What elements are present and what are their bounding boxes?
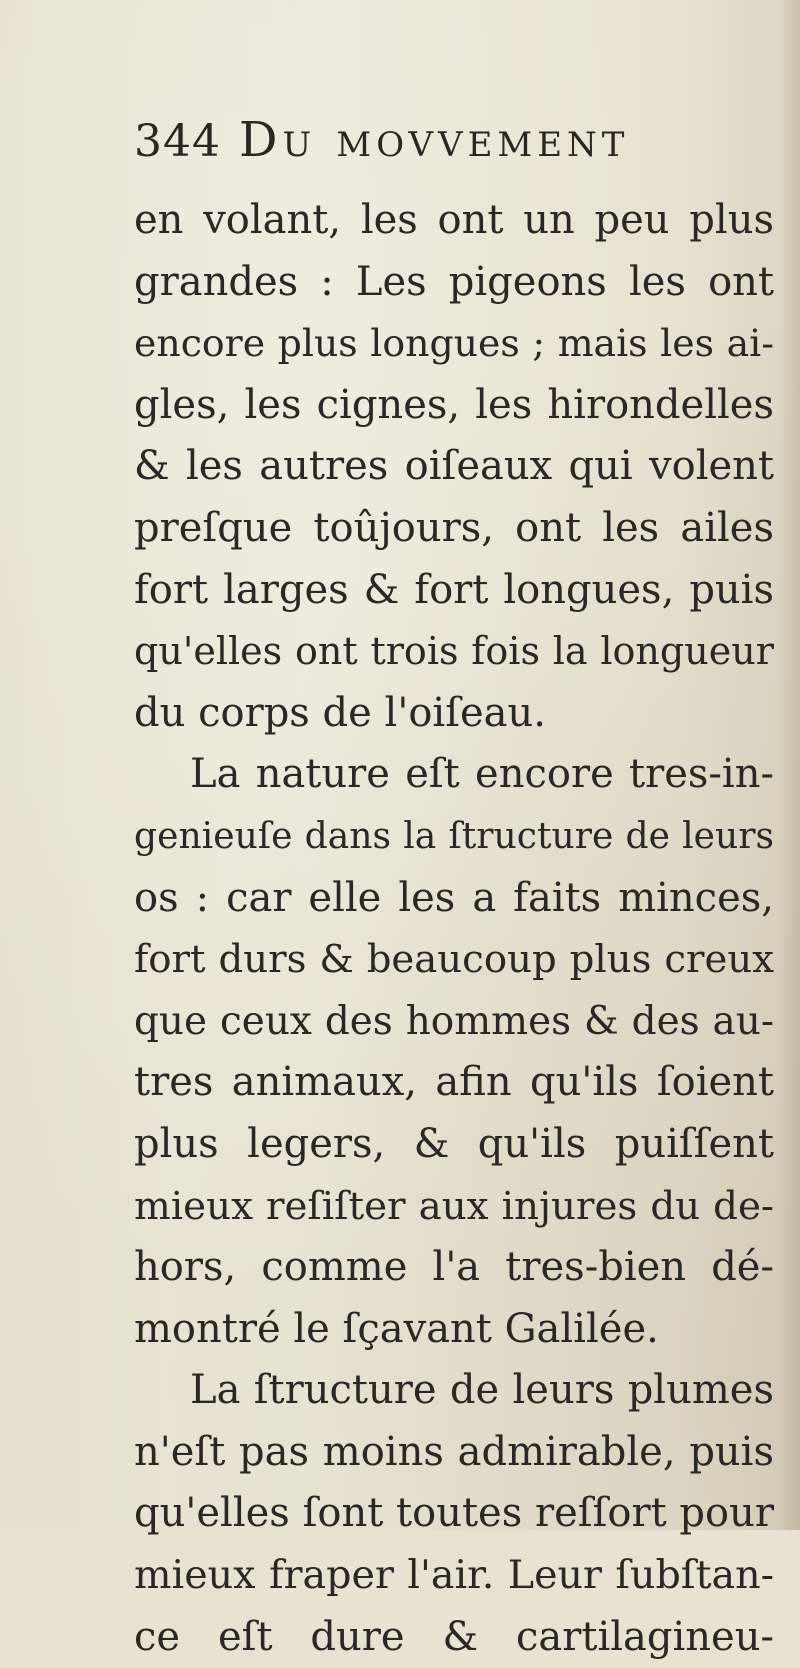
text-line: plus legers, & qu'ils puiſſent	[134, 1120, 774, 1167]
text-line: qu'elles ſont toutes reſſort pour	[134, 1490, 774, 1537]
text-line: preſque toûjours, ont les ailes	[134, 504, 774, 551]
text-line: mieux reſiſter aux injures du de-	[134, 1183, 774, 1229]
text-line: qu'elles ont trois fois la longueur	[134, 629, 774, 674]
paragraph-first-line: La ſtructure de leurs plumes	[190, 1367, 774, 1414]
text-line: fort durs & beaucoup plus creux	[134, 937, 774, 983]
text-line: genieuſe dans la ſtructure de leurs	[134, 814, 774, 857]
text-line: que ceux des hommes & des au-	[134, 998, 774, 1044]
text-line: n'eſt pas moins admirable, puis	[134, 1428, 774, 1475]
text-line: os : car elle les a faits minces,	[134, 874, 774, 921]
text-line: ce eſt dure & cartilagineu-	[134, 1613, 774, 1660]
running-head	[134, 112, 774, 192]
text-line: encore plus longues ; mais les ai-	[134, 321, 774, 366]
text-line: mieux fraper l'air. Leur ſubſtan-	[134, 1552, 774, 1599]
text-line: hors, comme l'a tres-bien dé-	[134, 1244, 774, 1291]
text-line: du corps de l'oiſeau.	[134, 689, 546, 736]
text-line: montré le ſçavant Galilée.	[134, 1305, 659, 1352]
text-line: gles, les cignes, les hirondelles	[134, 381, 774, 428]
text-line: en volant, les ont un peu plus	[134, 197, 774, 243]
text-line: tres animaux, afin qu'ils ſoient	[134, 1059, 774, 1106]
running-title: Du movvement	[238, 112, 630, 168]
text-line: grandes : Les pigeons les ont	[134, 258, 774, 305]
text-line: fort larges & fort longues, puis	[134, 566, 774, 613]
body-text	[134, 190, 774, 1668]
paragraph-first-line: La nature eſt encore tres-in-	[190, 751, 774, 798]
page-number: 344	[134, 116, 221, 167]
page-edge-shadow	[778, 0, 800, 1530]
text-line: & les autres oiſeaux qui volent	[134, 443, 774, 490]
